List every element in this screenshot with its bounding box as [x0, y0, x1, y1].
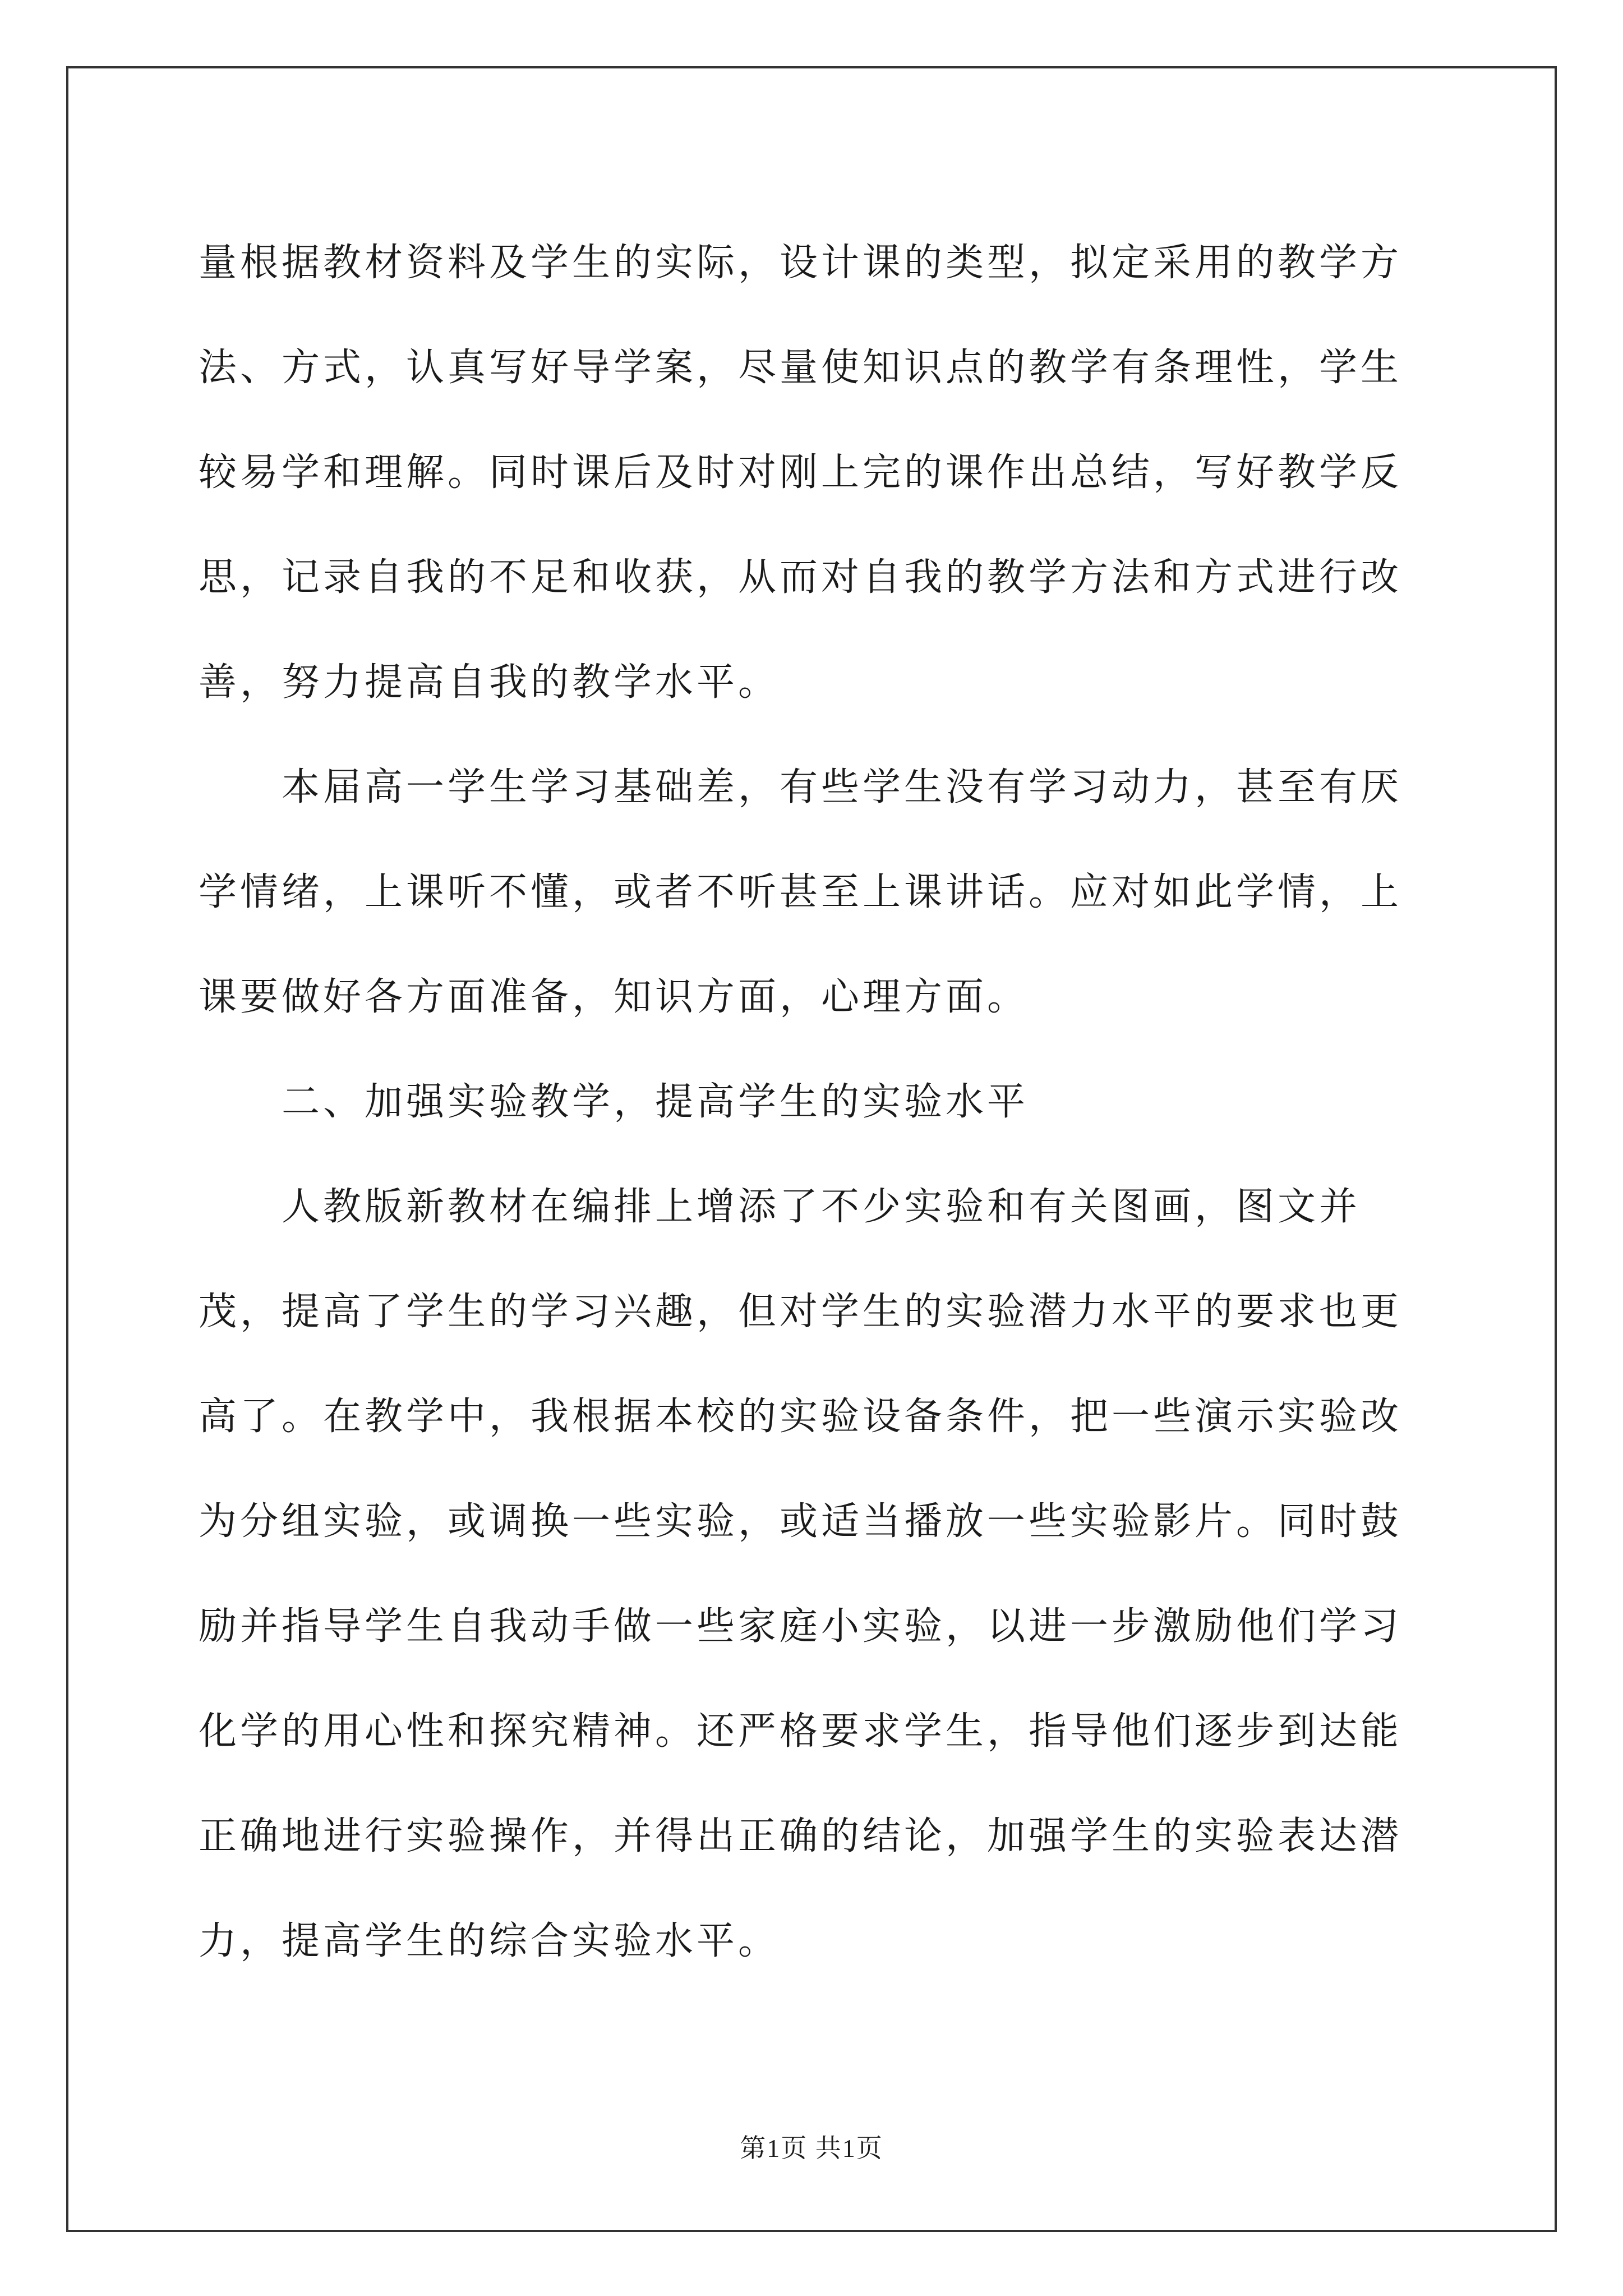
document-body [199, 210, 1435, 1994]
section-heading: 二、加强实验教学，提高学生的实验水平 [282, 1080, 1029, 1124]
paragraph-2: 本届高一学生学习基础差，有些学生没有学习动力，甚至有厌学情绪，上课听不懂，或者不听甚至上课讲话。应对如此学情，上课要做好各方面准备，知识方面，心理方面。 [199, 765, 1403, 1019]
paragraph-1: 量根据教材资料及学生的实际，设计课的类型，拟定采用的教学方法、方式，认真写好导学案，尽量使知识点的教学有条理性，学生较易学和理解。同时课后及时对刚上完的课作出总结，写好教学反思，记录自我的不足和收获，从而对自我的教学方法和方式进行改善，努力提高自我的教学水平。 [199, 241, 1403, 705]
page-footer: 第1页 共1页 [740, 2134, 883, 2162]
paragraph-3: 人教版新教材在编排上增添了不少实验和有关图画，图文并茂，提高了学生的学习兴趣，但对学生的实验潜力水平的要求也更高了。在教学中，我根据本校的实验设备条件，把一些演示实验改为分组实验，或调换一些实验，或适当播放一些实验影片。同时鼓励并指导学生自我动手做一些家庭小实验，以进一步激励他们学习化学的用心性和探究精神。还严格要求学生，指导他们逐步到达能正确地进行实验操作，并得出正确的结论，加强学生的实验表达潜力，提高学生的综合实验水平。 [199, 1185, 1403, 1963]
